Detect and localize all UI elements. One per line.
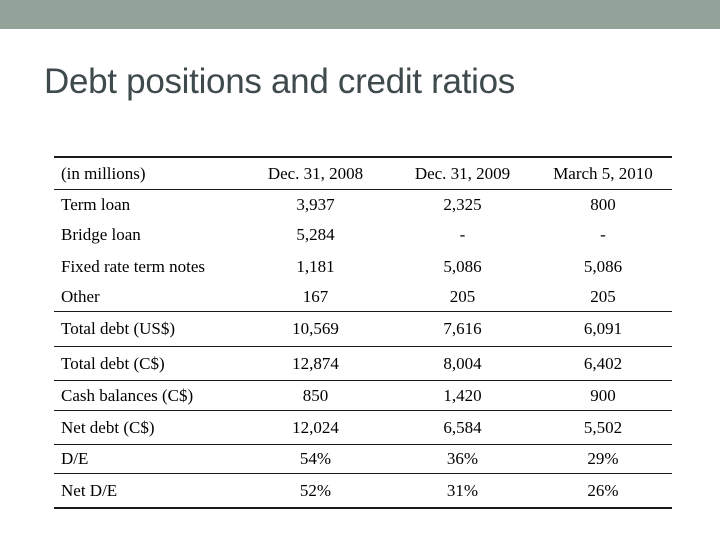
cell-2010: 5,502 xyxy=(583,417,623,437)
cell-2008: 167 xyxy=(302,286,329,306)
row-label: Other xyxy=(61,286,100,306)
table-header-row xyxy=(54,156,672,190)
cell-2008: 54% xyxy=(299,449,332,468)
row-label: Cash balances (C$) xyxy=(61,385,194,405)
header-cell-label: (in millions) xyxy=(61,163,146,183)
table-row xyxy=(54,347,672,381)
row-label: Term loan xyxy=(61,194,131,214)
row-label: Bridge loan xyxy=(61,225,141,244)
cell-2010: 5,086 xyxy=(583,256,623,276)
table-row xyxy=(54,474,672,509)
debt-table xyxy=(54,156,672,509)
cell-2008: 1,181 xyxy=(296,256,335,276)
cell-2009: 5,086 xyxy=(443,256,482,276)
cell-2010: 26% xyxy=(587,480,619,500)
cell-2008: 12,024 xyxy=(292,417,339,437)
cell-2008: 3,937 xyxy=(296,194,335,214)
cell-2010: 900 xyxy=(590,385,616,405)
cell-2009: 1,420 xyxy=(443,385,482,405)
cell-2010: 29% xyxy=(587,449,619,468)
cell-2009: 31% xyxy=(446,480,479,500)
cell-2008: 10,569 xyxy=(292,319,339,338)
cell-2010: 205 xyxy=(590,286,616,306)
row-label: Total debt (C$) xyxy=(61,353,165,373)
row-label: Net debt (C$) xyxy=(61,417,155,437)
row-label: Net D/E xyxy=(61,480,118,500)
cell-2009: 8,004 xyxy=(443,353,482,373)
table-row xyxy=(54,251,672,282)
table-row xyxy=(54,219,672,251)
row-label: D/E xyxy=(61,449,89,468)
row-label: Fixed rate term notes xyxy=(61,256,205,276)
table-row xyxy=(54,282,672,312)
top-accent-bar xyxy=(0,0,720,29)
table-row xyxy=(54,445,672,474)
cell-2010: 6,402 xyxy=(583,353,623,373)
cell-2010: 800 xyxy=(590,194,616,214)
table-row xyxy=(54,190,672,219)
header-cell-2008: Dec. 31, 2008 xyxy=(267,163,364,183)
cell-2009: 7,616 xyxy=(443,319,482,338)
row-label: Total debt (US$) xyxy=(61,319,176,338)
header-cell-2009: Dec. 31, 2009 xyxy=(414,163,511,183)
cell-2009: 2,325 xyxy=(443,194,482,214)
cell-2009: - xyxy=(459,225,466,244)
cell-2009: 36% xyxy=(446,449,479,468)
cell-2010: 6,091 xyxy=(583,319,623,338)
slide-title: Debt positions and credit ratios xyxy=(44,62,515,101)
cell-2010: - xyxy=(600,225,606,244)
header-cell-2010: March 5, 2010 xyxy=(553,163,653,183)
cell-2009: 6,584 xyxy=(443,417,482,437)
cell-2009: 205 xyxy=(449,286,476,306)
cell-2008: 850 xyxy=(302,385,329,405)
table-row xyxy=(54,312,672,347)
cell-2008: 12,874 xyxy=(292,353,339,373)
table-row xyxy=(54,411,672,445)
table-row xyxy=(54,381,672,411)
cell-2008: 52% xyxy=(299,480,332,500)
cell-2008: 5,284 xyxy=(296,225,335,244)
